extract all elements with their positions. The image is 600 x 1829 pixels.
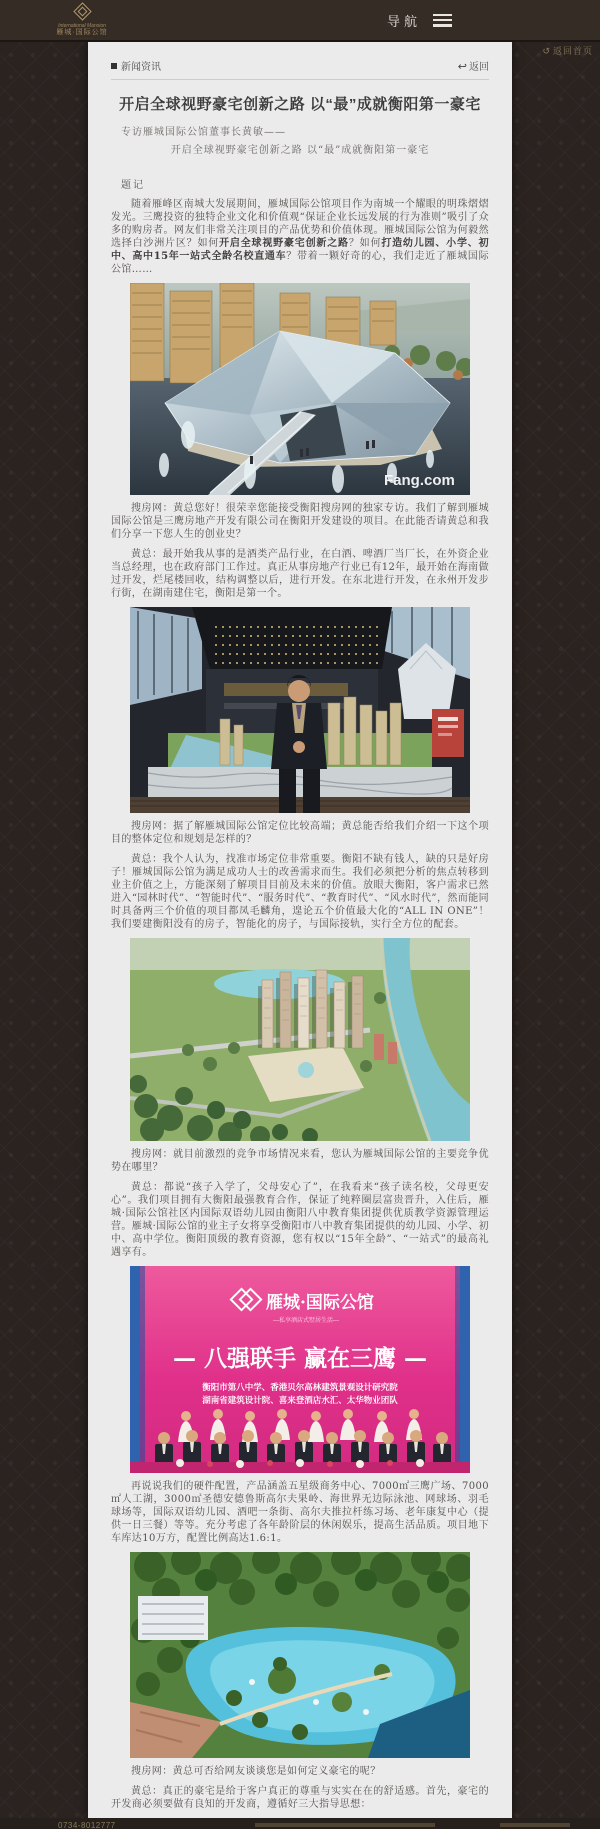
- fang-watermark: Fang.com: [384, 472, 455, 489]
- brand-logo[interactable]: [50, 3, 114, 41]
- banner-tagline: —私享酒店式墅居生活—: [272, 1318, 340, 1324]
- paragraph-preface: 随着雁峰区南城大发展期间，雁城国际公馆项目作为南城一个耀眼的明珠熠熠发光。三鹰投资的独特企业文化和价值观“保证企业长远发展的行为准则”吸引了众多的购房者。网友们非常关注项目的产品优势和价值体现。雁城国际公馆为何毅然选择白沙洲片区？如何开启全球视野豪宅创新之路？如何打造幼儿园、小学、初中、高中15年一站式全龄名校直通车？带着一颗好奇的心，我们走近了雁城国际公馆……: [111, 199, 490, 275]
- article-title: 开启全球视野豪宅创新之路 以“最”成就衡阳第一豪宅: [119, 96, 481, 113]
- nav-menu-button[interactable]: [387, 0, 452, 40]
- nav-label: 导航: [386, 13, 421, 29]
- footer-icp-text: [500, 1823, 570, 1827]
- banner-line2: 湖南省建筑设计院、喜来登酒店水汇、太华物业团队: [202, 1395, 398, 1405]
- app-header: [0, 0, 600, 42]
- article-image-chairman-model: [130, 607, 470, 813]
- article-image-aerial-render: [130, 938, 470, 1141]
- news-tab[interactable]: [111, 58, 161, 73]
- brand-diamond-icon: [73, 2, 91, 20]
- footer-phone: 0734-8012777: [58, 1821, 116, 1829]
- article-byline: 专访雁城国际公馆董事长黄敏——: [121, 127, 286, 138]
- return-home-link[interactable]: [542, 44, 593, 57]
- news-tab-label: 新闻资讯: [121, 62, 161, 73]
- banner-line1: 衡阳市第八中学、香港贝尔高林建筑景观设计研究院: [202, 1382, 398, 1392]
- brand-name: 雁城·国际公馆: [56, 29, 108, 36]
- article-subtitle: 开启全球视野豪宅创新之路 以“最”成就衡阳第一豪宅: [170, 145, 430, 156]
- paragraph-q4: 搜房网：黄总可否给网友谈谈您是如何定义豪宅的呢？: [131, 1766, 381, 1777]
- banner-headline: — 八强联手 赢在三鹰 —: [172, 1345, 428, 1372]
- article-image-pool-aerial: [130, 1552, 470, 1758]
- header-divider: [111, 79, 489, 80]
- hamburger-icon: [433, 14, 452, 27]
- page-footer: [0, 1818, 600, 1829]
- paragraph-hardware: 再说说我们的硬件配置，产品涵盖五星级商务中心、7000㎡三鹰广场、7000㎡人工湖，3000㎡圣德安德鲁斯高尔夫果岭、海世界无边际泳池、网球场、羽毛球场等，国际双语幼儿园、酒吧一条街、高尔夫推拉杆练习场、老年康复中心（提供一日三餐）等等。充分考虑了各年龄阶层的休闲娱乐，提高生活品质。项目地下车库达10万方，配置比例高达1.6:1。: [111, 1481, 489, 1544]
- paragraph-q3: 搜房网：就目前激烈的竞争市场情况来看，您认为雁城国际公馆的主要竞争优势在哪里？: [111, 1149, 489, 1173]
- paragraph-a1: 黄总：最开始我从事的是酒类产品行业，在白酒、啤酒厂当厂长，在外资企业当总经理，也在政府部门工作过。真正从事房地产行业已有12年，最开始在海南做过开发，烂尾楼回收，结构调整以后，进行开发。在东北进行开发，在永州开发步行街，在湖南建住宅，衡阳是第一个。: [111, 549, 489, 599]
- paragraph-q2: 搜房网：据了解雁城国际公馆定位比较高端；黄总能否给我们介绍一下这个项目的整体定位和规划是怎样的？: [111, 821, 489, 845]
- banner-logo-text: 雁城·国际公馆: [266, 1293, 374, 1313]
- footer-address-text: [255, 1823, 435, 1827]
- return-home-icon: ↺: [542, 46, 551, 56]
- back-link-label: 返回: [469, 62, 489, 73]
- reply-arrow-icon: ↩: [457, 61, 467, 73]
- return-home-label: 返回首页: [552, 46, 593, 56]
- article-image-event-banner: [130, 1266, 470, 1473]
- paragraph-a3: 黄总：都说“孩子入学了，父母安心了”，在我看来“孩子读名校，父母更安心”。我们项目拥有大衡阳最强教育合作，保证了纯粹圈层富贵晋升，入住后，雁城·国际公馆社区内国际双语幼儿园由衡阳八中教育集团提供优质教学资源管理运营。雁城·国际公馆的业主子女将享受衡阳市八中教育集团提供的幼儿园、小学、初中、高中学位。衡阳顶级的教育资源，您有权以“15年全龄”、“一站式”的最高礼遇享有。: [111, 1182, 489, 1258]
- paragraph-a4: 黄总：真正的豪宅是给于客户真正的尊重与实实在在的舒适感。首先，豪宅的开发商必须要做有良知的开发商，遵循好三大指导思想：: [111, 1786, 489, 1810]
- brand-dots-divider: ··········: [70, 37, 94, 41]
- article-image-crystal-building: [130, 283, 470, 495]
- paragraph-a2: 黄总：我个人认为，找准市场定位非常重要。衡阳不缺有钱人，缺的只是好房子！雁城国际公馆为满足成功人士的改善需求而生。我们必须把分析的焦点转移到业主价值之上，方能深刻了解项目目前及未来的价值。放眼大衡阳，客户需求已然进入“园林时代”、“智能时代”、“服务时代”、“教育时代”、“风水时代”，然而能同时具备两三个价值的项目都凤毛麟角，遑论五个价值最大化的“ALL IN ONE”！我们要建衡阳没有的房子，智能化的房子，与国际接轨，实行全方位的配套。: [111, 854, 489, 930]
- preface-label: 题记: [121, 180, 145, 191]
- back-link[interactable]: [458, 58, 489, 73]
- square-bullet-icon: [111, 63, 117, 69]
- brand-script-line: International Mansion: [58, 23, 106, 29]
- article-card: [88, 42, 512, 1818]
- paragraph-q1: 搜房网：黄总您好！很荣幸您能接受衡阳搜房网的独家专访。我们了解到雁城国际公馆是三鹰房地产开发有限公司在衡阳开发建设的项目。在此能否请黄总和我们分享一下您人生的创业史？: [111, 503, 489, 540]
